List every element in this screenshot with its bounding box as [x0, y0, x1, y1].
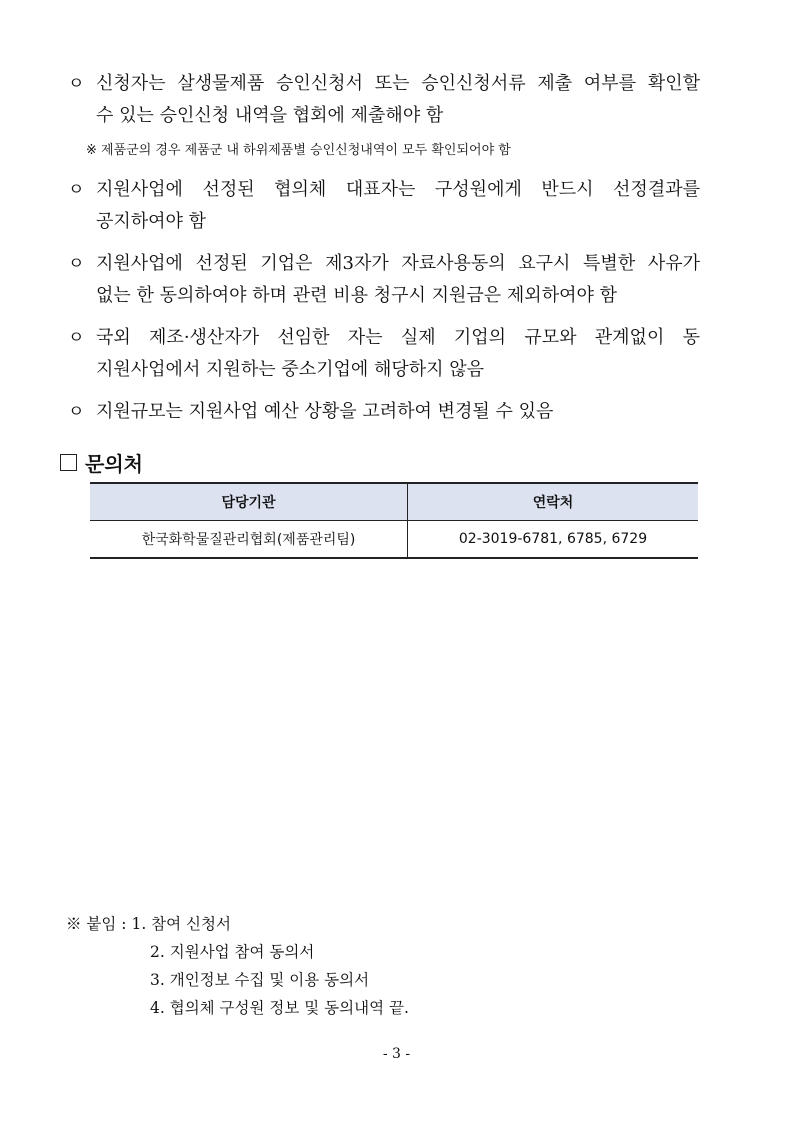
- bullet-line: 수 있는 승인신청 내역을 협회에 제출해야 함: [96, 105, 444, 126]
- attachments-list: [66, 910, 409, 1022]
- bullet-mark: ㅇ: [68, 180, 85, 200]
- attachments-prefix: ※ 붙임 :: [66, 915, 132, 933]
- checkbox-square-icon: [60, 454, 77, 471]
- contact-table: [90, 482, 698, 559]
- bullet-item-4: [68, 322, 700, 386]
- bullet-line: 지원규모는 지원사업 예산 상황을 고려하여 변경될 수 있음: [96, 401, 554, 422]
- bullet-line: 지원사업에 선정된 기업은 제3자가 자료사용동의 요구시 특별한 사유가: [96, 253, 700, 274]
- table-cell-phone: 02-3019-6781, 6785, 6729: [408, 521, 699, 559]
- bullet-line: 신청자는 살생물제품 승인신청서 또는 승인신청서류 제출 여부를 확인할: [96, 73, 700, 94]
- table-header-cell: 담당기관: [90, 483, 408, 521]
- section-heading: [60, 448, 143, 477]
- bullet-mark: ㅇ: [68, 74, 85, 94]
- page-number: - 3 -: [382, 1046, 411, 1062]
- table-header-cell: 연락처: [408, 483, 699, 521]
- attachment-item-4: 4. 협의체 구성원 정보 및 동의내역 끝.: [150, 999, 409, 1017]
- bullet-item-3: [68, 248, 700, 312]
- section-title: 문의처: [85, 452, 143, 476]
- attachment-item-3: 3. 개인정보 수집 및 이용 동의서: [150, 971, 370, 989]
- attachment-label: 1. 참여 신청서: [131, 915, 231, 933]
- bullet-item-1: [68, 68, 700, 132]
- bullet-line: 공지하여야 함: [96, 211, 207, 232]
- attachment-item-2: 2. 지원사업 참여 동의서: [150, 943, 315, 961]
- bullet-mark: ㅇ: [68, 328, 85, 348]
- attachment-item-1: [66, 910, 409, 938]
- bullet-line: 지원사업에 선정된 협의체 대표자는 구성원에게 반드시 선정결과를: [96, 179, 700, 200]
- table-cell-organization: 한국화학물질관리협회(제품관리팀): [90, 521, 408, 559]
- note-text: ※ 제품군의 경우 제품군 내 하위제품별 승인신청내역이 모두 확인되어야 함: [86, 143, 511, 158]
- bullet-line: 없는 한 동의하여야 하며 관련 비용 청구시 지원금은 제외하여야 함: [96, 285, 617, 306]
- table-header-row: [90, 483, 698, 521]
- bullet-mark: ㅇ: [68, 254, 85, 274]
- bullet-item-2: [68, 174, 700, 238]
- bullet-item-5: [68, 396, 700, 428]
- table-row: [90, 521, 698, 559]
- bullet-mark: ㅇ: [68, 402, 85, 422]
- bullet-line: 국외 제조·생산자가 선임한 자는 실제 기업의 규모와 관계없이 동: [96, 327, 700, 348]
- bullet-line: 지원사업에서 지원하는 중소기업에 해당하지 않음: [96, 359, 485, 380]
